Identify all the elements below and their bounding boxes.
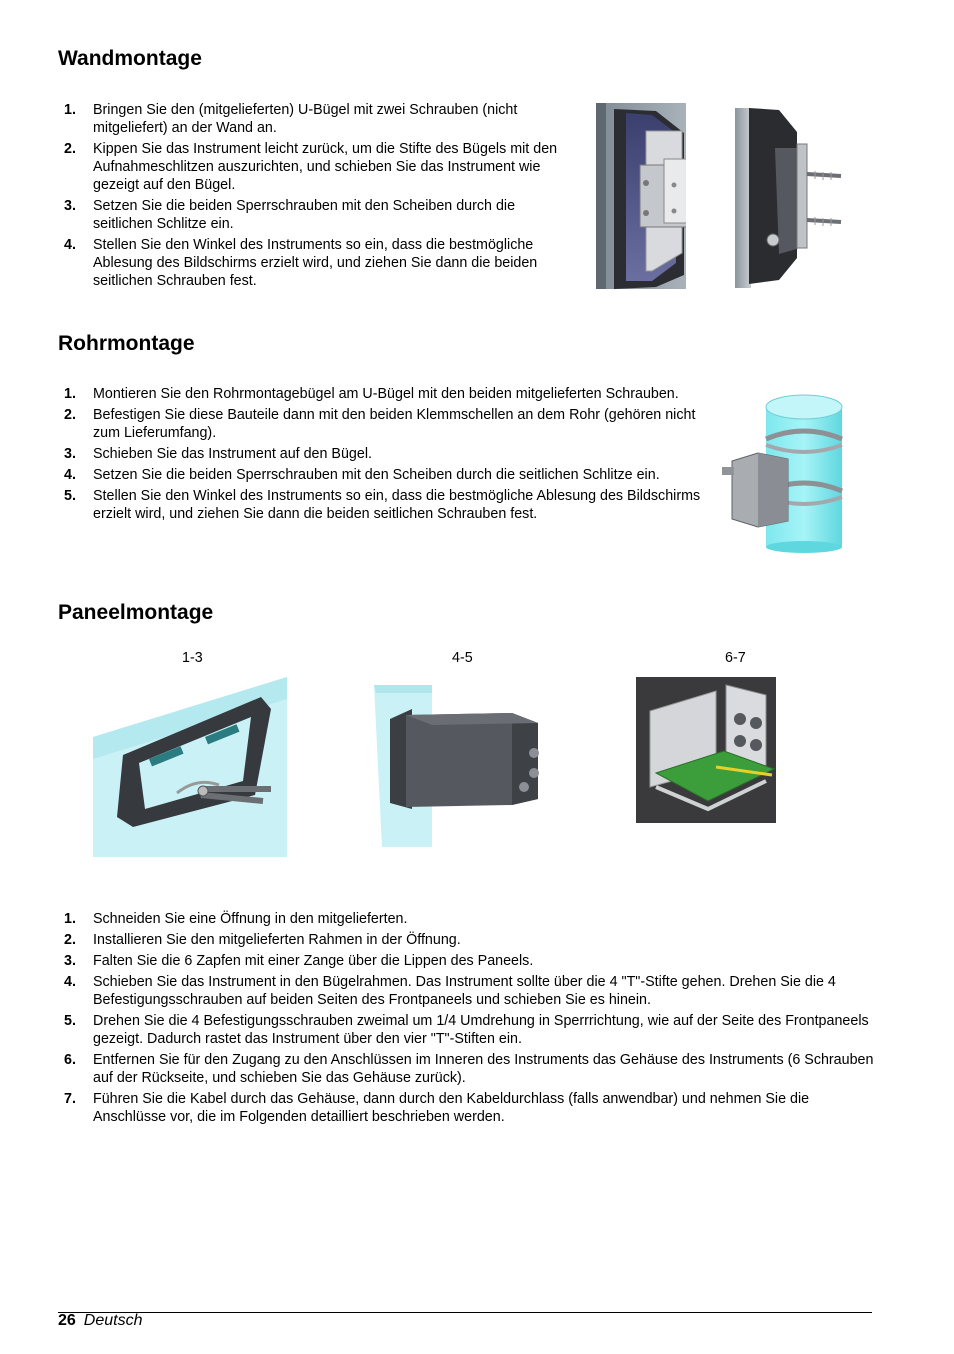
list-item: 4. Schieben Sie das Instrument in den Bügelrahmen. Das Instrument sollte über die 4 "T"-Stifte gehen. Drehen Sie die 4 Befestigungsschrauben auf beiden Seiten des Frontpaneels und schieben Sie es hinein. — [64, 974, 836, 1008]
panel-open-housing-illustration — [636, 677, 776, 823]
list-item: 5. Stellen Sie den Winkel des Instruments so ein, dass die bestmögliche Ablesung des Bildschirms erzielt wird, und ziehen Sie dann die beiden seitlichen Schrauben fest. — [64, 488, 701, 522]
list-item: 2. Installieren Sie den mitgelieferten Rahmen in der Öffnung. — [64, 932, 461, 948]
section-title-paneelmontage: Paneelmontage — [58, 601, 214, 624]
paneel-steps-list — [58, 910, 878, 1129]
footer-divider — [58, 1312, 872, 1313]
list-item: 5. Drehen Sie die 4 Befestigungsschrauben zweimal um 1/4 Umdrehung in Sperrrichtung, wie auf der Seite des Frontpaneels gezeigt. Dadurch rastet das Instrument über den vier "T"-Stiften ein. — [64, 1013, 869, 1047]
footer-language: Deutsch — [83, 1312, 143, 1329]
figure-caption: 1-3 — [182, 650, 203, 666]
list-item: 3. Schieben Sie das Instrument auf den Bügel. — [64, 446, 372, 462]
section-title-rohrmontage: Rohrmontage — [58, 332, 195, 355]
section-title-wandmontage: Wandmontage — [58, 47, 202, 70]
list-item: 7. Führen Sie die Kabel durch das Gehäuse, dann durch den Kabeldurchlass (falls anwendbar) und nehmen Sie die Anschlüsse vor, die im Folgenden detailliert beschrieben werden. — [64, 1091, 810, 1125]
list-item: 1. Schneiden Sie eine Öffnung in den mitgelieferten. — [64, 911, 408, 927]
panel-frame-pliers-illustration — [93, 677, 287, 857]
pipe-mount-illustration — [718, 393, 850, 553]
rohr-steps-list — [58, 385, 706, 526]
list-item: 3. Falten Sie die 6 Zapfen mit einer Zange über die Lippen des Paneels. — [64, 953, 534, 969]
list-item: 2. Befestigen Sie diese Bauteile dann mit den beiden Klemmschellen an dem Rohr (gehören nicht zum Lieferumfang). — [64, 407, 696, 441]
list-item: 6. Entfernen Sie für den Zugang zu den Anschlüssen im Inneren des Instruments das Gehäuse des Instruments (6 Schrauben auf der Rückseite, und schieben Sie das Gehäuse zurück). — [64, 1052, 874, 1086]
wall-mount-screws-illustration — [735, 108, 847, 288]
list-item: 2. Kippen Sie das Instrument leicht zurück, um die Stifte des Bügels mit den Aufnahmeschlitzen auszurichten, und schieben Sie das Instrument wie gezeigt auf den Bügel. — [64, 141, 558, 193]
page-number: 26 — [58, 1312, 76, 1329]
list-item: 1. Montieren Sie den Rohrmontagebügel am U-Bügel mit den beiden mitgelieferten Schrauben. — [64, 386, 679, 402]
figure-caption: 4-5 — [452, 650, 473, 666]
panel-instrument-insert-illustration — [372, 683, 552, 847]
wand-steps-list — [58, 101, 574, 293]
wall-mount-bracket-illustration — [596, 103, 686, 289]
list-item: 1. Bringen Sie den (mitgelieferten) U-Bügel mit zwei Schrauben (nicht mitgeliefert) an der Wand an. — [64, 102, 518, 136]
list-item: 4. Stellen Sie den Winkel des Instruments so ein, dass die bestmögliche Ablesung des Bildschirms erzielt wird, und ziehen Sie dann die beiden seitlichen Schrauben fest. — [64, 237, 538, 289]
figure-caption: 6-7 — [725, 650, 746, 666]
list-item: 3. Setzen Sie die beiden Sperrschrauben mit den Scheiben durch die seitlichen Schlitze ein. — [64, 198, 516, 232]
page-footer — [58, 1312, 143, 1330]
list-item: 4. Setzen Sie die beiden Sperrschrauben mit den Scheiben durch die seitlichen Schlitze ein. — [64, 467, 660, 483]
